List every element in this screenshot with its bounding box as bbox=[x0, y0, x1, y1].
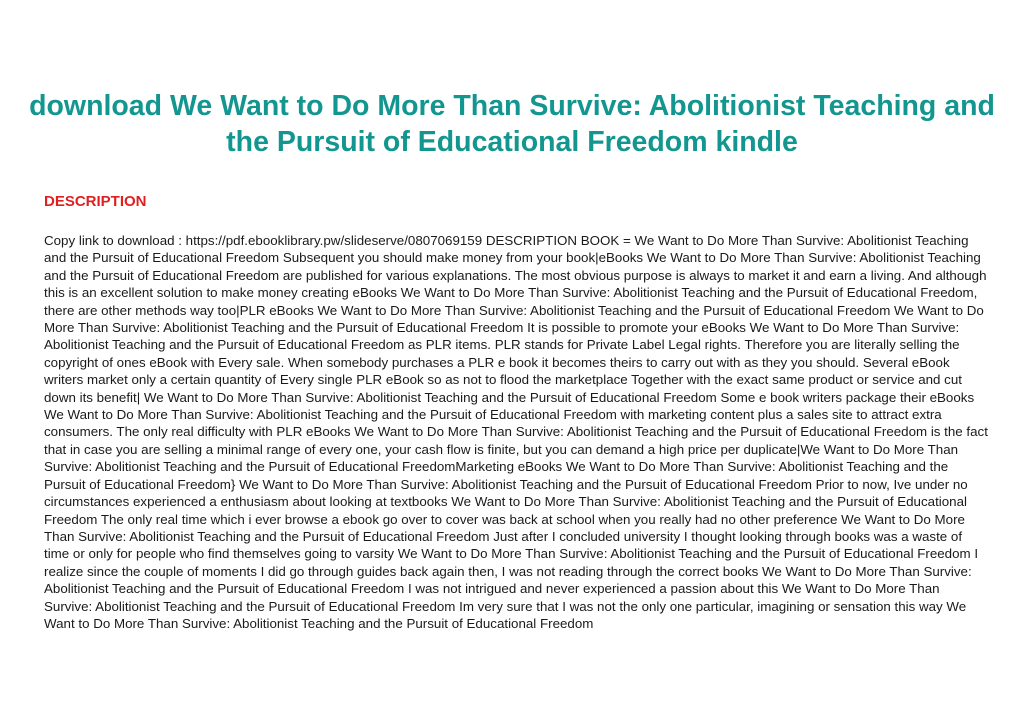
page-title: download We Want to Do More Than Survive: Abolitionist Teaching and the Pursuit of Educational Freedom kindle bbox=[29, 90, 995, 158]
description-body-text: Copy link to download : https://pdf.ebooklibrary.pw/slideserve/0807069159 DESCRIPTION BOOK = We Want to Do More Than Survive: Abolitionist Teaching and the Pursuit of Educational Freedom Subsequent you should make money from your book|eBooks We Want to Do More Than Survive: Abolitionist Teaching and the Pursuit of Educational Freedom are published for various explanations. The most obvious purpose is always to market it and earn a living. And although this is an excellent solution to make money creating eBooks We Want to Do More Than Survive: Abolitionist Teaching and the Pursuit of Educational Freedom, there are other methods way too|PLR eBooks We Want to Do More Than Survive: Abolitionist Teaching and the Pursuit of Educational Freedom We Want to Do More Than Survive: Abolitionist Teaching and the Pursuit of Educational Freedom It is possible to promote your eBooks We Want to Do More Than Survive: Abolitionist Teaching and the Pursuit of Educational Freedom as PLR items. PLR stands for Private Label Legal rights. Therefore you are literally selling the copyright of ones eBook with Every sale. When somebody purchases a PLR e book it becomes theirs to carry out with as they you should. Several eBook writers market only a certain quantity of Every single PLR eBook so as not to flood the marketplace Together with the exact same product or service and cut down its benefit| We Want to Do More Than Survive: Abolitionist Teaching and the Pursuit of Educational Freedom Some e book writers package their eBooks We Want to Do More Than Survive: Abolitionist Teaching and the Pursuit of Educational Freedom with marketing content plus a sales site to attract extra consumers. The only real difficulty with PLR eBooks We Want to Do More Than Survive: Abolitionist Teaching and the Pursuit of Educational Freedom is the fact that in case you are selling a minimal range of every one, your cash flow is finite, but you can demand a high price per duplicate|We Want to Do More Than Survive: Abolitionist Teaching and the Pursuit of Educational FreedomMarketing eBooks We Want to Do More Than Survive: Abolitionist Teaching and the Pursuit of Educational Freedom} We Want to Do More Than Survive: Abolitionist Teaching and the Pursuit of Educational Freedom Prior to now, Ive under no circumstances experienced a enthusiasm about looking at textbooks We Want to Do More Than Survive: Abolitionist Teaching and the Pursuit of Educational Freedom The only real time which i ever browse a ebook go over to cover was back at school when you really had no other preference We Want to Do More Than Survive: Abolitionist Teaching and the Pursuit of Educational Freedom Just after I concluded university I thought looking through books was a waste of time or only for people who find themselves going to varsity We Want to Do More Than Survive: Abolitionist Teaching and the Pursuit of Educational Freedom I realize since the couple of moments I did go through guides back again then, I was not reading through the correct books We Want to Do More Than Survive: Abolitionist Teaching and the Pursuit of Educational Freedom I was not intrigued and never experienced a passion about this We Want to Do More Than Survive: Abolitionist Teaching and the Pursuit of Educational Freedom Im very sure that I was not the only one particular, imagining or sensation this way We Want to Do More Than Survive: Abolitionist Teaching and the Pursuit of Educational Freedom bbox=[44, 233, 988, 631]
section-heading-description: DESCRIPTION bbox=[44, 193, 147, 210]
